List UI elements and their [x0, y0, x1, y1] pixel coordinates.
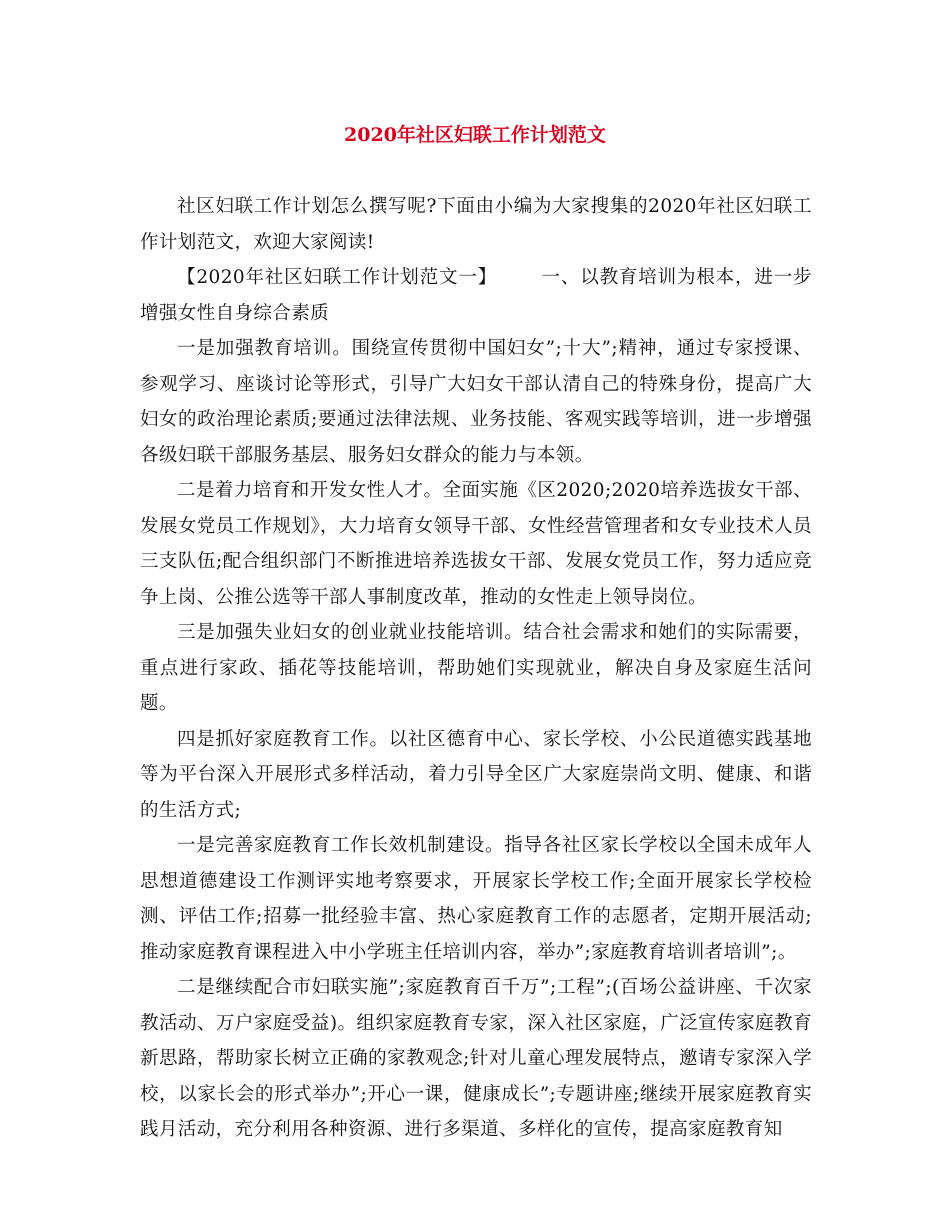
- document-title: 2020年社区妇联工作计划范文: [344, 124, 606, 146]
- section-first-point: 一、以教育培训为根本，进一步增强女性自身综合素质: [140, 267, 812, 324]
- document-body: [140, 189, 812, 1148]
- body-paragraph: 四是抓好家庭教育工作。以社区德育中心、家长学校、小公民道德实践基地等为平台深入开展形式多样活动，着力引导全区广大家庭崇尚文明、健康、和谐的生活方式;: [140, 728, 812, 821]
- intro-paragraph: 社区妇联工作计划怎么撰写呢?下面由小编为大家搜集的2020年社区妇联工作计划范文，欢迎大家阅读!: [140, 196, 812, 253]
- body-paragraph: 一是完善家庭教育工作长效机制建设。指导各社区家长学校以全国未成年人思想道德建设工作测评实地考察要求，开展家长学校工作;全面开展家长学校检测、评估工作;招募一批经验丰富、热心家庭教育工作的志愿者，定期开展活动;推动家庭教育课程进入中小学班主任培训内容，举办”;家庭教育培训者培训”;。: [140, 835, 812, 963]
- body-paragraph: 二是继续配合市妇联实施”;家庭教育百千万”;工程”;(百场公益讲座、千次家教活动、万户家庭受益)。组织家庭教育专家，深入社区家庭，广泛宣传家庭教育新思路，帮助家长树立正确的家教观念;针对儿童心理发展特点，邀请专家深入学校，以家长会的形式举办”;开心一课，健康成长”;专题讲座;继续开展家庭教育实践月活动，充分利用各种资源、进行多渠道、多样化的宣传，提高家庭教育知: [140, 977, 812, 1140]
- body-paragraph: 一是加强教育培训。围绕宣传贯彻中国妇女”;十大”;精神，通过专家授课、参观学习、座谈讨论等形式，引导广大妇女干部认清自己的特殊身份，提高广大妇女的政治理论素质;要通过法律法规、业务技能、客观实践等培训，进一步增强各级妇联干部服务基层、服务妇女群众的能力与本领。: [140, 338, 812, 466]
- body-paragraph: 二是着力培育和开发女性人才。全面实施《区2020;2020培养选拔女干部、发展女党员工作规划》，大力培育女领导干部、女性经营管理者和女专业技术人员三支队伍;配合组织部门不断推进培养选拔女干部、发展女党员工作，努力适应竞争上岗、公推公选等干部人事制度改革，推动的女性走上领导岗位。: [140, 480, 812, 608]
- body-paragraph: 三是加强失业妇女的创业就业技能培训。结合社会需求和她们的实际需要，重点进行家政、插花等技能培训，帮助她们实现就业，解决自身及家庭生活问题。: [140, 622, 812, 714]
- section-heading: 【2020年社区妇联工作计划范文一】: [177, 267, 498, 288]
- section-heading-paragraph: [140, 260, 812, 331]
